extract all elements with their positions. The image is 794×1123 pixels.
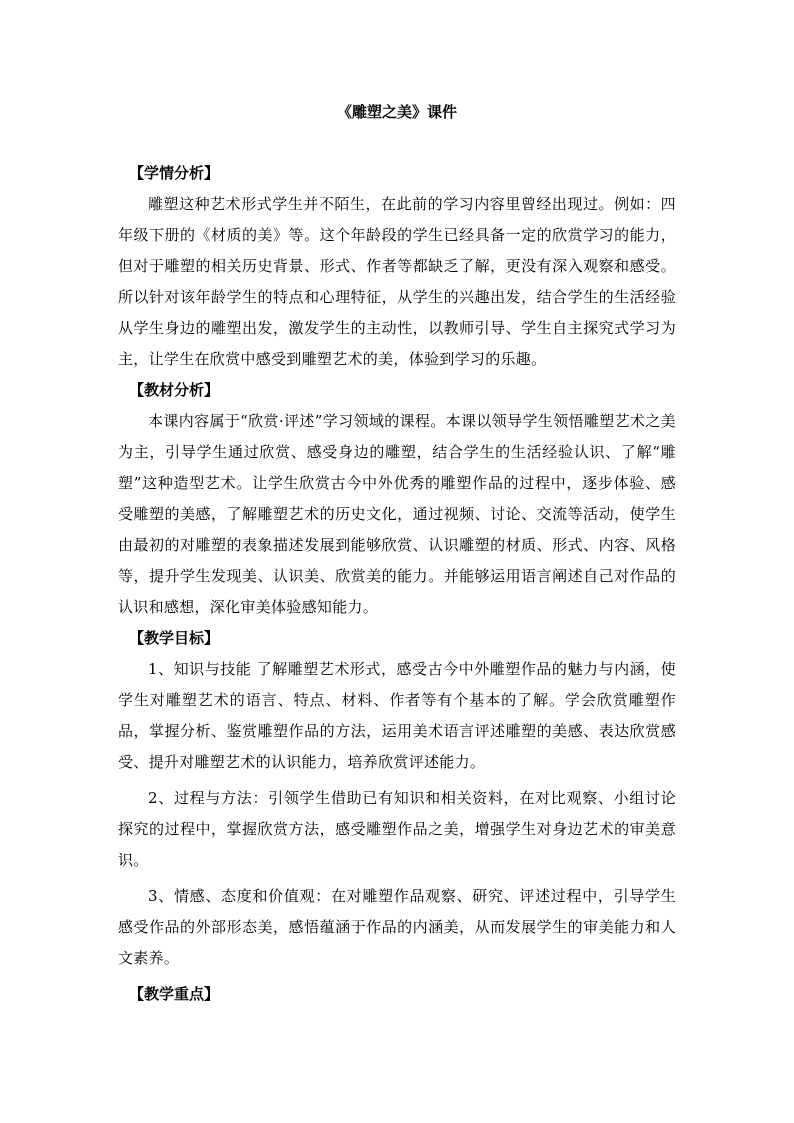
objective-item-process: 2、过程与方法：引领学生借助已有知识和相关资料，在对比观察、小组讨论探究的过程中，掌握欣赏方法，感受雕塑作品之美，增强学生对身边艺术的审美意识。 — [118, 789, 676, 869]
paragraph-student-analysis: 雕塑这种艺术形式学生并不陌生，在此前的学习内容里曾经出现过。例如：四年级下册的《材质的美》等。这个年龄段的学生已经具备一定的欣赏学习的能力，但对于雕塑的相关历史背景、形式、作者等都缺乏了解，更没有深入观察和感受。所以针对该年龄学生的特点和心理特征，从学生的兴趣出发，结合学生的生活经验从学生身边的雕塑出发，激发学生的主动性，以教师引导、学生自主探究式学习为主，让学生在欣赏中感受到雕塑艺术的美，体验到学习的乐趣。 — [118, 195, 676, 368]
objective-item-attitude: 3、情感、态度和价值观：在对雕塑作品观察、研究、评述过程中，引导学生感受作品的外部形态美，感悟蕴涵于作品的内涵美，从而发展学生的审美能力和人文素养。 — [118, 887, 676, 967]
section-teaching-objectives — [118, 623, 676, 979]
section-heading-textbook-analysis: 【教材分析】 — [129, 381, 220, 399]
section-heading-student-analysis: 【学情分析】 — [129, 164, 220, 182]
section-key-points — [118, 979, 676, 1010]
document-body — [118, 158, 676, 1010]
section-heading-teaching-objectives: 【教学目标】 — [129, 629, 220, 647]
objective-item-knowledge: 1、知识与技能 了解雕塑艺术形式，感受古今中外雕塑作品的魅力与内涵，使学生对雕塑艺术的语言、特点、材料、作者等有个基本的了解。学会欣赏雕塑作品，掌握分析、鉴赏雕塑作品的方法，运用美术语言评述雕塑的美感、表达欣赏感受、提升对雕塑艺术的认识能力，培养欣赏评述能力。 — [118, 660, 676, 771]
section-student-analysis — [118, 158, 676, 375]
document-title: 《雕塑之美》课件 — [336, 103, 457, 121]
paragraph-textbook-analysis: 本课内容属于“欣赏·评述”学习领域的课程。本课以领导学生领悟雕塑艺术之美为主，引导学生通过欣赏、感受身边的雕塑，结合学生的生活经验认识、了解“雕塑”这种造型艺术。让学生欣赏古今中外优秀的雕塑作品的过程中，逐步体验、感受雕塑的美感，了解雕塑艺术的历史文化，通过视频、讨论、交流等活动，使学生由最初的对雕塑的表象描述发展到能够欣赏、认识雕塑的材质、形式、内容、风格等，提升学生发现美、认识美、欣赏美的能力。并能够运用语言阐述自己对作品的认识和感想，深化审美体验感知能力。 — [118, 412, 676, 616]
section-textbook-analysis — [118, 375, 676, 623]
section-heading-key-points: 【教学重点】 — [129, 985, 220, 1003]
